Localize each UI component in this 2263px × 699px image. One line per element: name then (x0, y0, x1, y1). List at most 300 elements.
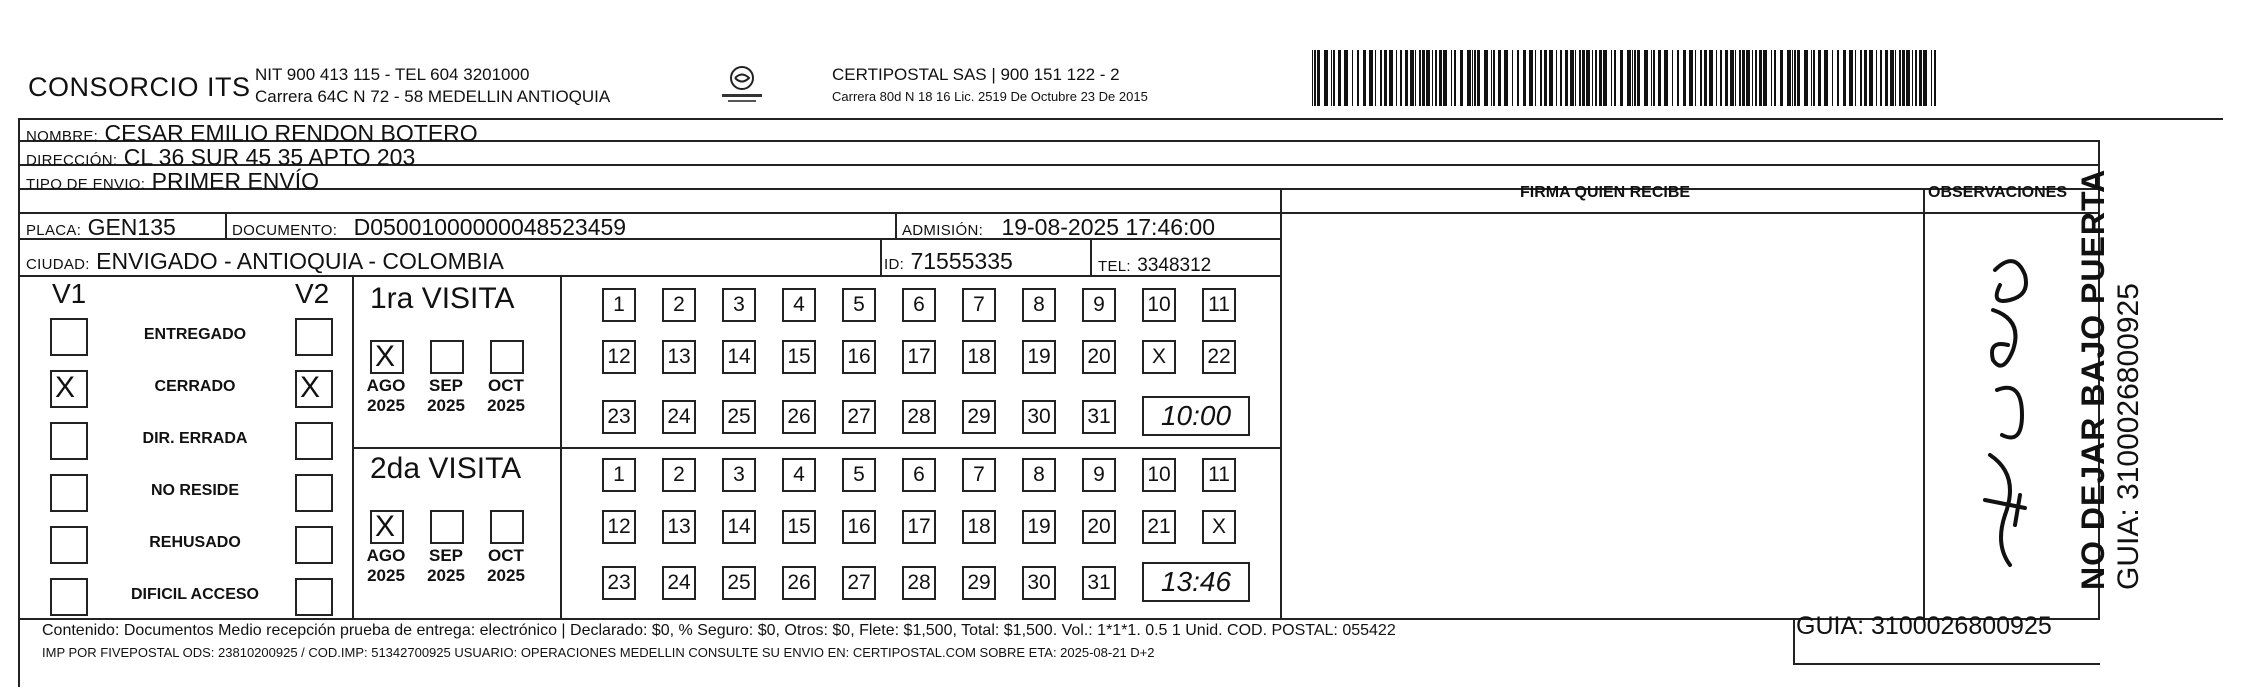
row-line (20, 188, 2100, 190)
month-label: SEP (428, 546, 464, 565)
day-box[interactable]: 2 (662, 288, 696, 322)
barcode-bar (1885, 50, 1888, 106)
barcode-bar (1352, 50, 1353, 106)
side-guia: GUIA: 3100026800925 (2112, 283, 2145, 590)
barcode-bar (1540, 50, 1542, 106)
id-label: ID: (884, 256, 905, 273)
barcode-bar (1860, 50, 1862, 106)
day-box[interactable]: 3 (722, 288, 756, 322)
v2-checkbox[interactable] (295, 422, 333, 460)
ciudad-row (26, 248, 504, 275)
barcode-bar (1435, 50, 1437, 106)
day-box[interactable]: 30 (1022, 400, 1056, 434)
signature-icon (1935, 240, 2085, 580)
side-text (2075, 169, 2146, 590)
barcode-bar (1419, 50, 1421, 106)
day-box[interactable]: 11 (1202, 458, 1236, 492)
v1-checkbox[interactable] (50, 422, 88, 460)
barcode-bar (1644, 50, 1648, 106)
month-year (360, 376, 412, 416)
check-mark: X (375, 510, 396, 543)
barcode-bar (1380, 50, 1382, 106)
day-box[interactable]: 8 (1022, 458, 1056, 492)
check-mark: X (300, 371, 321, 404)
barcode-bar (1895, 50, 1896, 106)
day-box[interactable]: 3 (722, 458, 756, 492)
barcode-bar (1620, 50, 1623, 106)
day-box[interactable]: 26 (782, 400, 816, 434)
barcode-bar (1517, 50, 1519, 106)
barcode-bar (1695, 50, 1696, 106)
month-year (360, 546, 412, 586)
company-nit: NIT 900 413 115 - TEL 604 3201000 (255, 65, 530, 84)
barcode-bar (1730, 50, 1734, 106)
col-line (1923, 188, 1925, 618)
tipo-label: TIPO DE ENVIO: (26, 176, 146, 193)
barcode-bar (1467, 50, 1471, 106)
day-box[interactable]: 6 (902, 288, 936, 322)
barcode-bar (1689, 50, 1693, 106)
v1-checkbox[interactable] (50, 474, 88, 512)
day-box[interactable]: 17 (902, 510, 936, 544)
barcode-bar (1570, 50, 1574, 106)
status-label: CERRADO (154, 378, 236, 395)
nombre-label: NOMBRE: (26, 128, 99, 145)
day-box[interactable]: 6 (902, 458, 936, 492)
day-box[interactable]: 1 (602, 458, 636, 492)
firma-label: FIRMA QUIEN RECIBE (1520, 184, 1691, 201)
barcode-bar (1586, 50, 1590, 106)
day-box[interactable]: 2 (662, 458, 696, 492)
barcode-bar (1632, 50, 1633, 106)
barcode-bar (1664, 50, 1668, 106)
month-label: AGO (366, 546, 406, 565)
barcode-bar (1763, 50, 1767, 106)
day-box[interactable]: 18 (962, 340, 996, 374)
day-box[interactable]: 27 (842, 400, 876, 434)
form-frame (18, 118, 2223, 687)
year-label: 2025 (367, 566, 405, 585)
barcode-bar (1529, 50, 1533, 106)
barcode-bar (1331, 50, 1332, 106)
documento-row (232, 214, 626, 241)
barcode-bar (1700, 50, 1702, 106)
barcode-bar (1923, 50, 1927, 106)
v2-checkbox[interactable] (295, 318, 333, 356)
barcode-bar (1869, 50, 1873, 106)
day-box[interactable]: 28 (902, 400, 936, 434)
barcode-bar (1637, 50, 1640, 106)
barcode-bar (1410, 50, 1414, 106)
barcode-bar (1312, 50, 1313, 106)
barcode-bar (1344, 50, 1348, 106)
barcode-bar (1797, 50, 1800, 106)
second-visit-time: 13:46 (1142, 562, 1250, 602)
v2-checkbox[interactable] (295, 578, 333, 616)
month-year (480, 546, 532, 586)
barcode-bar (1855, 50, 1856, 106)
month-checkbox[interactable] (370, 510, 404, 544)
month-checkbox[interactable] (430, 340, 464, 374)
col-line (225, 212, 227, 238)
row-line (1280, 212, 1793, 214)
day-box[interactable]: 13 (662, 510, 696, 544)
day-box[interactable]: 17 (902, 340, 936, 374)
barcode-bar (1771, 50, 1772, 106)
ciudad-value: ENVIGADO - ANTIOQUIA - COLOMBIA (96, 248, 504, 274)
col-line (895, 212, 897, 238)
barcode-bar (1704, 50, 1707, 106)
day-box[interactable]: 10 (1142, 288, 1176, 322)
day-box[interactable]: 31 (1082, 400, 1116, 434)
col-line (880, 238, 882, 275)
barcode-bar (1880, 50, 1882, 106)
barcode-bar (1627, 50, 1631, 106)
barcode-bar (1683, 50, 1686, 106)
barcode-bar (1794, 50, 1796, 106)
day-box[interactable]: 12 (602, 510, 636, 544)
barcode-bar (1725, 50, 1728, 106)
day-box[interactable]: 25 (722, 400, 756, 434)
day-box[interactable]: 19 (1022, 340, 1056, 374)
barcode-bar (1931, 50, 1932, 106)
v2-checkbox[interactable] (295, 474, 333, 512)
day-box[interactable]: 28 (902, 566, 936, 600)
month-label: SEP (428, 376, 464, 395)
company-info (255, 64, 610, 108)
barcode-bar (1484, 50, 1488, 106)
barcode-bar (1864, 50, 1867, 106)
barcode-bar (1599, 50, 1602, 106)
barcode-bar (1544, 50, 1547, 106)
row-line (352, 447, 1280, 449)
year-label: 2025 (367, 396, 405, 415)
barcode-bar (1565, 50, 1568, 106)
row-line (1793, 663, 2100, 665)
barcode-bar (1472, 50, 1473, 106)
v2-checkbox[interactable] (295, 370, 333, 408)
day-box[interactable]: 4 (782, 288, 816, 322)
barcode-bar (1443, 50, 1447, 106)
barcode-bar (1742, 50, 1745, 106)
day-box[interactable]: 5 (842, 458, 876, 492)
day-box[interactable]: 16 (842, 510, 876, 544)
barcode-bar (1780, 50, 1783, 106)
day-box[interactable]: 4 (782, 458, 816, 492)
day-box[interactable]: 24 (662, 566, 696, 600)
barcode (1312, 50, 1942, 106)
barcode-bar (1439, 50, 1442, 106)
day-box[interactable]: 25 (722, 566, 756, 600)
year-label: 2025 (487, 396, 525, 415)
footer-print: IMP POR FIVEPOSTAL ODS: 23810200925 / COD.IMP: 51342700925 USUARIO: OPERACIONES MEDELLIN CONSULTE SU ENVIO EN: CERTIPOSTAL.COM SOBRE ETA: 2025-08-21 D+2 (42, 645, 1155, 660)
day-box[interactable]: 9 (1082, 288, 1116, 322)
day-box[interactable]: X (1142, 340, 1176, 374)
day-box[interactable]: 9 (1082, 458, 1116, 492)
year-label: 2025 (427, 566, 465, 585)
barcode-bar (1314, 50, 1316, 106)
barcode-bar (1824, 50, 1828, 106)
barcode-bar (1787, 50, 1791, 106)
barcode-bar (1357, 50, 1359, 106)
col-line (352, 275, 354, 618)
v1-header: V1 (52, 278, 87, 309)
barcode-bar (1672, 50, 1673, 106)
v1-checkbox[interactable] (50, 318, 88, 356)
barcode-bar (1432, 50, 1433, 106)
barcode-bar (1876, 50, 1877, 106)
day-box[interactable]: 20 (1082, 510, 1116, 544)
tipo-value: PRIMER ENVÍO (151, 168, 320, 194)
day-box[interactable]: 5 (842, 288, 876, 322)
barcode-bar (1804, 50, 1808, 106)
barcode-bar (1837, 50, 1839, 106)
v1-checkbox[interactable] (50, 370, 88, 408)
barcode-bar (1422, 50, 1425, 106)
day-box[interactable]: 7 (962, 288, 996, 322)
v1-checkbox[interactable] (50, 526, 88, 564)
barcode-bar (1912, 50, 1913, 106)
month-checkbox[interactable] (430, 510, 464, 544)
day-box[interactable]: 10 (1142, 458, 1176, 492)
barcode-bar (1369, 50, 1373, 106)
placa-value: GEN135 (87, 214, 176, 240)
day-box[interactable]: 23 (602, 566, 636, 600)
barcode-bar (1890, 50, 1894, 106)
barcode-bar (1709, 50, 1713, 106)
barcode-bar (1735, 50, 1736, 106)
barcode-bar (1915, 50, 1917, 106)
barcode-bar (1560, 50, 1562, 106)
day-box[interactable]: 24 (662, 400, 696, 434)
barcode-bar (1400, 50, 1402, 106)
barcode-bar (1375, 50, 1376, 106)
barcode-bar (1460, 50, 1463, 106)
status-label: NO RESIDE (150, 482, 239, 499)
barcode-bar (1603, 50, 1607, 106)
direccion-label: DIRECCIÓN: (26, 152, 118, 169)
barcode-bar (1899, 50, 1901, 106)
barcode-bar (1752, 50, 1753, 106)
barcode-bar (1843, 50, 1846, 106)
tel-value: 3348312 (1137, 255, 1212, 276)
barcode-bar (1535, 50, 1536, 106)
footer-info (42, 620, 1396, 664)
barcode-bar (1653, 50, 1655, 106)
barcode-bar (1755, 50, 1757, 106)
day-box[interactable]: 22 (1202, 340, 1236, 374)
col-line (1793, 618, 1795, 663)
day-box[interactable]: 12 (602, 340, 636, 374)
barcode-bar (1493, 50, 1495, 106)
barcode-bar (1902, 50, 1905, 106)
day-box[interactable]: 7 (962, 458, 996, 492)
year-label: 2025 (427, 396, 465, 415)
barcode-bar (1504, 50, 1508, 106)
nombre-row (26, 120, 478, 147)
day-box[interactable]: 23 (602, 400, 636, 434)
barcode-bar (1523, 50, 1526, 106)
barcode-bar (1396, 50, 1397, 106)
col-line (1280, 188, 1282, 618)
ciudad-label: CIUDAD: (26, 256, 90, 273)
barcode-bar (1595, 50, 1597, 106)
barcode-bar (1611, 50, 1612, 106)
barcode-bar (1491, 50, 1492, 106)
day-box[interactable]: 15 (782, 340, 816, 374)
barcode-bar (1811, 50, 1812, 106)
admision-label: ADMISIÓN: (902, 222, 984, 239)
barcode-bar (1556, 50, 1557, 106)
footer-content: Contenido: Documentos Medio recepción prueba de entrega: electrónico | Declarado: $0, % Seguro: $0, Otros: $0, Flete: $1,500, Total: $1,500. Vol.: 1*1*1. 0.5 1 Unid. COD. POSTAL: 055422 (42, 622, 1396, 639)
status-label: DIFICIL ACCESO (130, 586, 259, 603)
documento-label: DOCUMENTO: (232, 222, 338, 239)
barcode-bar (1575, 50, 1576, 106)
barcode-bar (1720, 50, 1722, 106)
barcode-bar (1384, 50, 1387, 106)
month-year (480, 376, 532, 416)
col-line (560, 275, 562, 618)
first-visit-time: 10:00 (1142, 396, 1250, 436)
observaciones-label: OBSERVACIONES (1928, 184, 2067, 201)
month-year (420, 546, 472, 586)
barcode-bar (1746, 50, 1750, 106)
admision-row (902, 214, 1215, 241)
first-visit-title: 1ra VISITA (370, 282, 515, 315)
day-box[interactable]: 29 (962, 400, 996, 434)
barcode-bar (1716, 50, 1717, 106)
day-box[interactable]: 14 (722, 510, 756, 544)
barcode-bar (1477, 50, 1480, 106)
month-checkbox[interactable] (370, 340, 404, 374)
tipo-row (26, 168, 319, 195)
barcode-bar (1474, 50, 1476, 106)
side-warning: NO DEJAR BAJO PUERTA (2075, 168, 2111, 590)
day-box[interactable]: 14 (722, 340, 756, 374)
barcode-bar (1792, 50, 1793, 106)
direccion-row (26, 144, 415, 171)
barcode-bar (1582, 50, 1585, 106)
check-mark: X (55, 371, 76, 404)
barcode-bar (1849, 50, 1853, 106)
nombre-value: CESAR EMILIO RENDON BOTERO (104, 120, 478, 146)
barcode-bar (1317, 50, 1320, 106)
second-visit-title: 2da VISITA (370, 452, 522, 485)
barcode-bar (1512, 50, 1513, 106)
row-line (1793, 212, 2100, 214)
barcode-bar (1498, 50, 1501, 106)
day-box[interactable]: 21 (1142, 510, 1176, 544)
day-box[interactable]: X (1202, 510, 1236, 544)
barcode-bar (1338, 50, 1341, 106)
col-line (1090, 238, 1092, 275)
id-row (884, 248, 1013, 275)
day-box[interactable]: 11 (1202, 288, 1236, 322)
barcode-bar (1832, 50, 1833, 106)
row-line (20, 275, 1280, 277)
barcode-bar (1405, 50, 1408, 106)
tel-row (1098, 250, 1211, 277)
status-label: ENTREGADO (143, 326, 247, 343)
status-label: DIR. ERRADA (142, 430, 248, 447)
day-box[interactable]: 29 (962, 566, 996, 600)
direccion-value: CL 36 SUR 45 35 APTO 203 (123, 144, 416, 170)
documento-value: D05001000000048523459 (353, 214, 627, 240)
day-box[interactable]: 26 (782, 566, 816, 600)
v2-header: V2 (295, 278, 330, 309)
day-box[interactable]: 19 (1022, 510, 1056, 544)
barcode-bar (1759, 50, 1762, 106)
check-mark: X (375, 340, 396, 373)
day-box[interactable]: 1 (602, 288, 636, 322)
barcode-bar (1592, 50, 1593, 106)
month-checkbox[interactable] (490, 510, 524, 544)
barcode-bar (1324, 50, 1328, 106)
barcode-bar (1919, 50, 1922, 106)
day-box[interactable]: 13 (662, 340, 696, 374)
company-name: CONSORCIO ITS (28, 72, 251, 102)
barcode-bar (1454, 50, 1456, 106)
barcode-bar (1426, 50, 1430, 106)
barcode-bar (1363, 50, 1366, 106)
barcode-bar (1934, 50, 1936, 106)
v2-checkbox[interactable] (295, 526, 333, 564)
id-value: 71555335 (910, 248, 1013, 274)
month-label: OCT (488, 376, 524, 395)
day-box[interactable]: 27 (842, 566, 876, 600)
certipostal-logo-icon (712, 60, 772, 110)
barcode-bar (1415, 50, 1416, 106)
day-box[interactable]: 31 (1082, 566, 1116, 600)
barcode-bar (1906, 50, 1910, 106)
barcode-bar (1634, 50, 1636, 106)
barcode-bar (1739, 50, 1741, 106)
month-checkbox[interactable] (490, 340, 524, 374)
day-box[interactable]: 30 (1022, 566, 1056, 600)
barcode-bar (1333, 50, 1335, 106)
barcode-bar (1651, 50, 1652, 106)
barcode-bar (1389, 50, 1393, 106)
status-label: REHUSADO (149, 534, 241, 551)
barcode-bar (1451, 50, 1452, 106)
placa-row (26, 214, 176, 241)
courier-name: CERTIPOSTAL SAS | 900 151 122 - 2 (832, 65, 1120, 84)
barcode-bar (1579, 50, 1581, 106)
courier-address: Carrera 80d N 18 16 Lic. 2519 De Octubre 23 De 2015 (832, 89, 1148, 104)
day-box[interactable]: 8 (1022, 288, 1056, 322)
day-box[interactable]: 15 (782, 510, 816, 544)
company-address: Carrera 64C N 72 - 58 MEDELLIN ANTIOQUIA (255, 87, 611, 106)
month-year (420, 376, 472, 416)
day-box[interactable]: 20 (1082, 340, 1116, 374)
barcode-bar (1614, 50, 1616, 106)
tel-label: TEL: (1098, 258, 1131, 275)
v1-checkbox[interactable] (50, 578, 88, 616)
month-label: AGO (366, 376, 406, 395)
barcode-bar (1818, 50, 1821, 106)
barcode-bar (1658, 50, 1661, 106)
barcode-bar (1774, 50, 1776, 106)
year-label: 2025 (487, 566, 525, 585)
day-box[interactable]: 16 (842, 340, 876, 374)
barcode-bar (1813, 50, 1815, 106)
barcode-bar (1549, 50, 1553, 106)
day-box[interactable]: 18 (962, 510, 996, 544)
courier-info (832, 64, 1148, 108)
placa-label: PLACA: (26, 222, 82, 239)
admision-value: 19-08-2025 17:46:00 (1001, 214, 1216, 240)
footer-guia: GUIA: 3100026800925 (1796, 612, 2052, 640)
